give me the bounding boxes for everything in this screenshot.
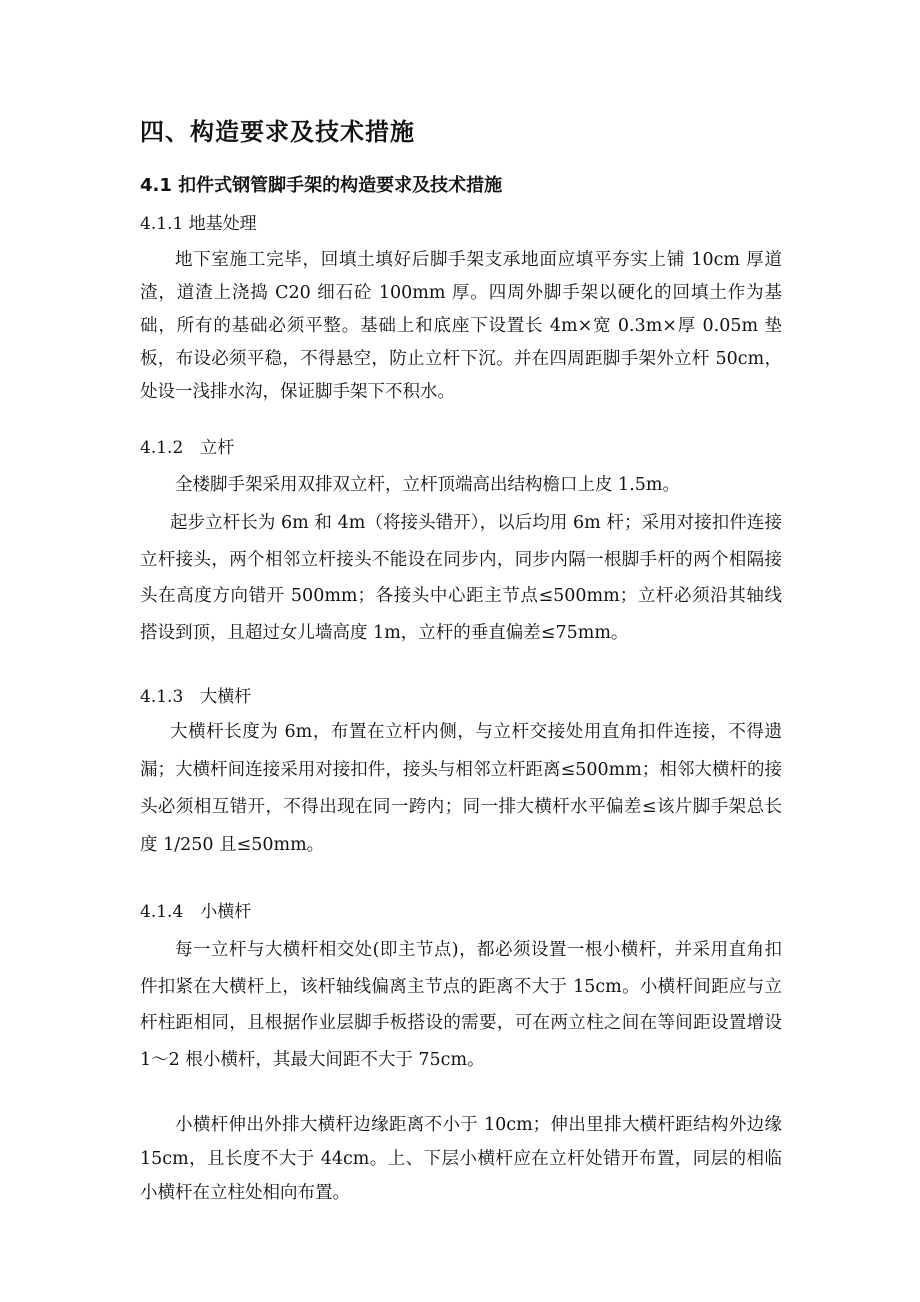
paragraph-small-ledger-2: 小横杆伸出外排大横杆边缘距离不小于 10cm；伸出里排大横杆距结构外边缘 15cm，且长度不大于 44cm。上、下层小横杆应在立杆处错开布置，同层的相临小横杆在立柱处相向布置。	[140, 1115, 782, 1203]
heading-4-1-3: 4.1.3 大横杆	[140, 687, 252, 707]
heading-4-1-4: 4.1.4 小横杆	[140, 902, 252, 922]
paragraph-upright-1: 全楼脚手架采用双排双立杆，立杆顶端高出结构檐口上皮 1.5m。	[175, 475, 680, 495]
section-title: 四、构造要求及技术措施	[140, 118, 415, 146]
paragraph-small-ledger-1: 每一立杆与大横杆相交处(即主节点)，都必须设置一根小横杆，并采用直角扣件扣紧在大横杆上，该杆轴线偏离主节点的距离不大于 15cm。小横杆间距应与立杆柱距相同，且根据作业层脚手板搭设的需要，可在两立柱之间在等间距设置增设 1～2 根小横杆，其最大间距不大于 75cm。	[140, 940, 782, 1070]
heading-4-1-1: 4.1.1 地基处理	[140, 214, 257, 234]
subsection-title: 4.1 扣件式钢管脚手架的构造要求及技术措施	[140, 175, 503, 196]
paragraph-big-ledger: 大横杆长度为 6m，布置在立杆内侧，与立杆交接处用直角扣件连接，不得遗漏；大横杆间连接采用对接扣件，接头与相邻立杆距离≤500mm；相邻大横杆的接头必须相互错开，不得出现在同一跨内；同一排大横杆水平偏差≤该片脚手架总长度 1/250 且≤50mm。	[140, 722, 782, 855]
paragraph-upright-2: 起步立杆长为 6m 和 4m（将接头错开），以后均用 6m 杆；采用对接扣件连接立杆接头，两个相邻立杆接头不能设在同步内，同步内隔一根脚手杆的两个相隔接头在高度方向错开 500mm；各接头中心距主节点≤500mm；立杆必须沿其轴线搭设到顶，且超过女儿墙高度 1m，立杆的垂直偏差≤75mm。	[140, 513, 782, 643]
paragraph-foundation: 地下室施工完毕，回填土填好后脚手架支承地面应填平夯实上铺 10cm 厚道渣，道渣上浇捣 C20 细石砼 100mm 厚。四周外脚手架以硬化的回填土作为基础，所有的基础必须平整。基础上和底座下设置长 4m×宽 0.3m×厚 0.05m 垫板，布设必须平稳，不得悬空，防止立杆下沉。并在四周距脚手架外立杆 50cm，处设一浅排水沟，保证脚手架下不积水。	[140, 250, 782, 402]
heading-4-1-2: 4.1.2 立杆	[140, 438, 235, 458]
